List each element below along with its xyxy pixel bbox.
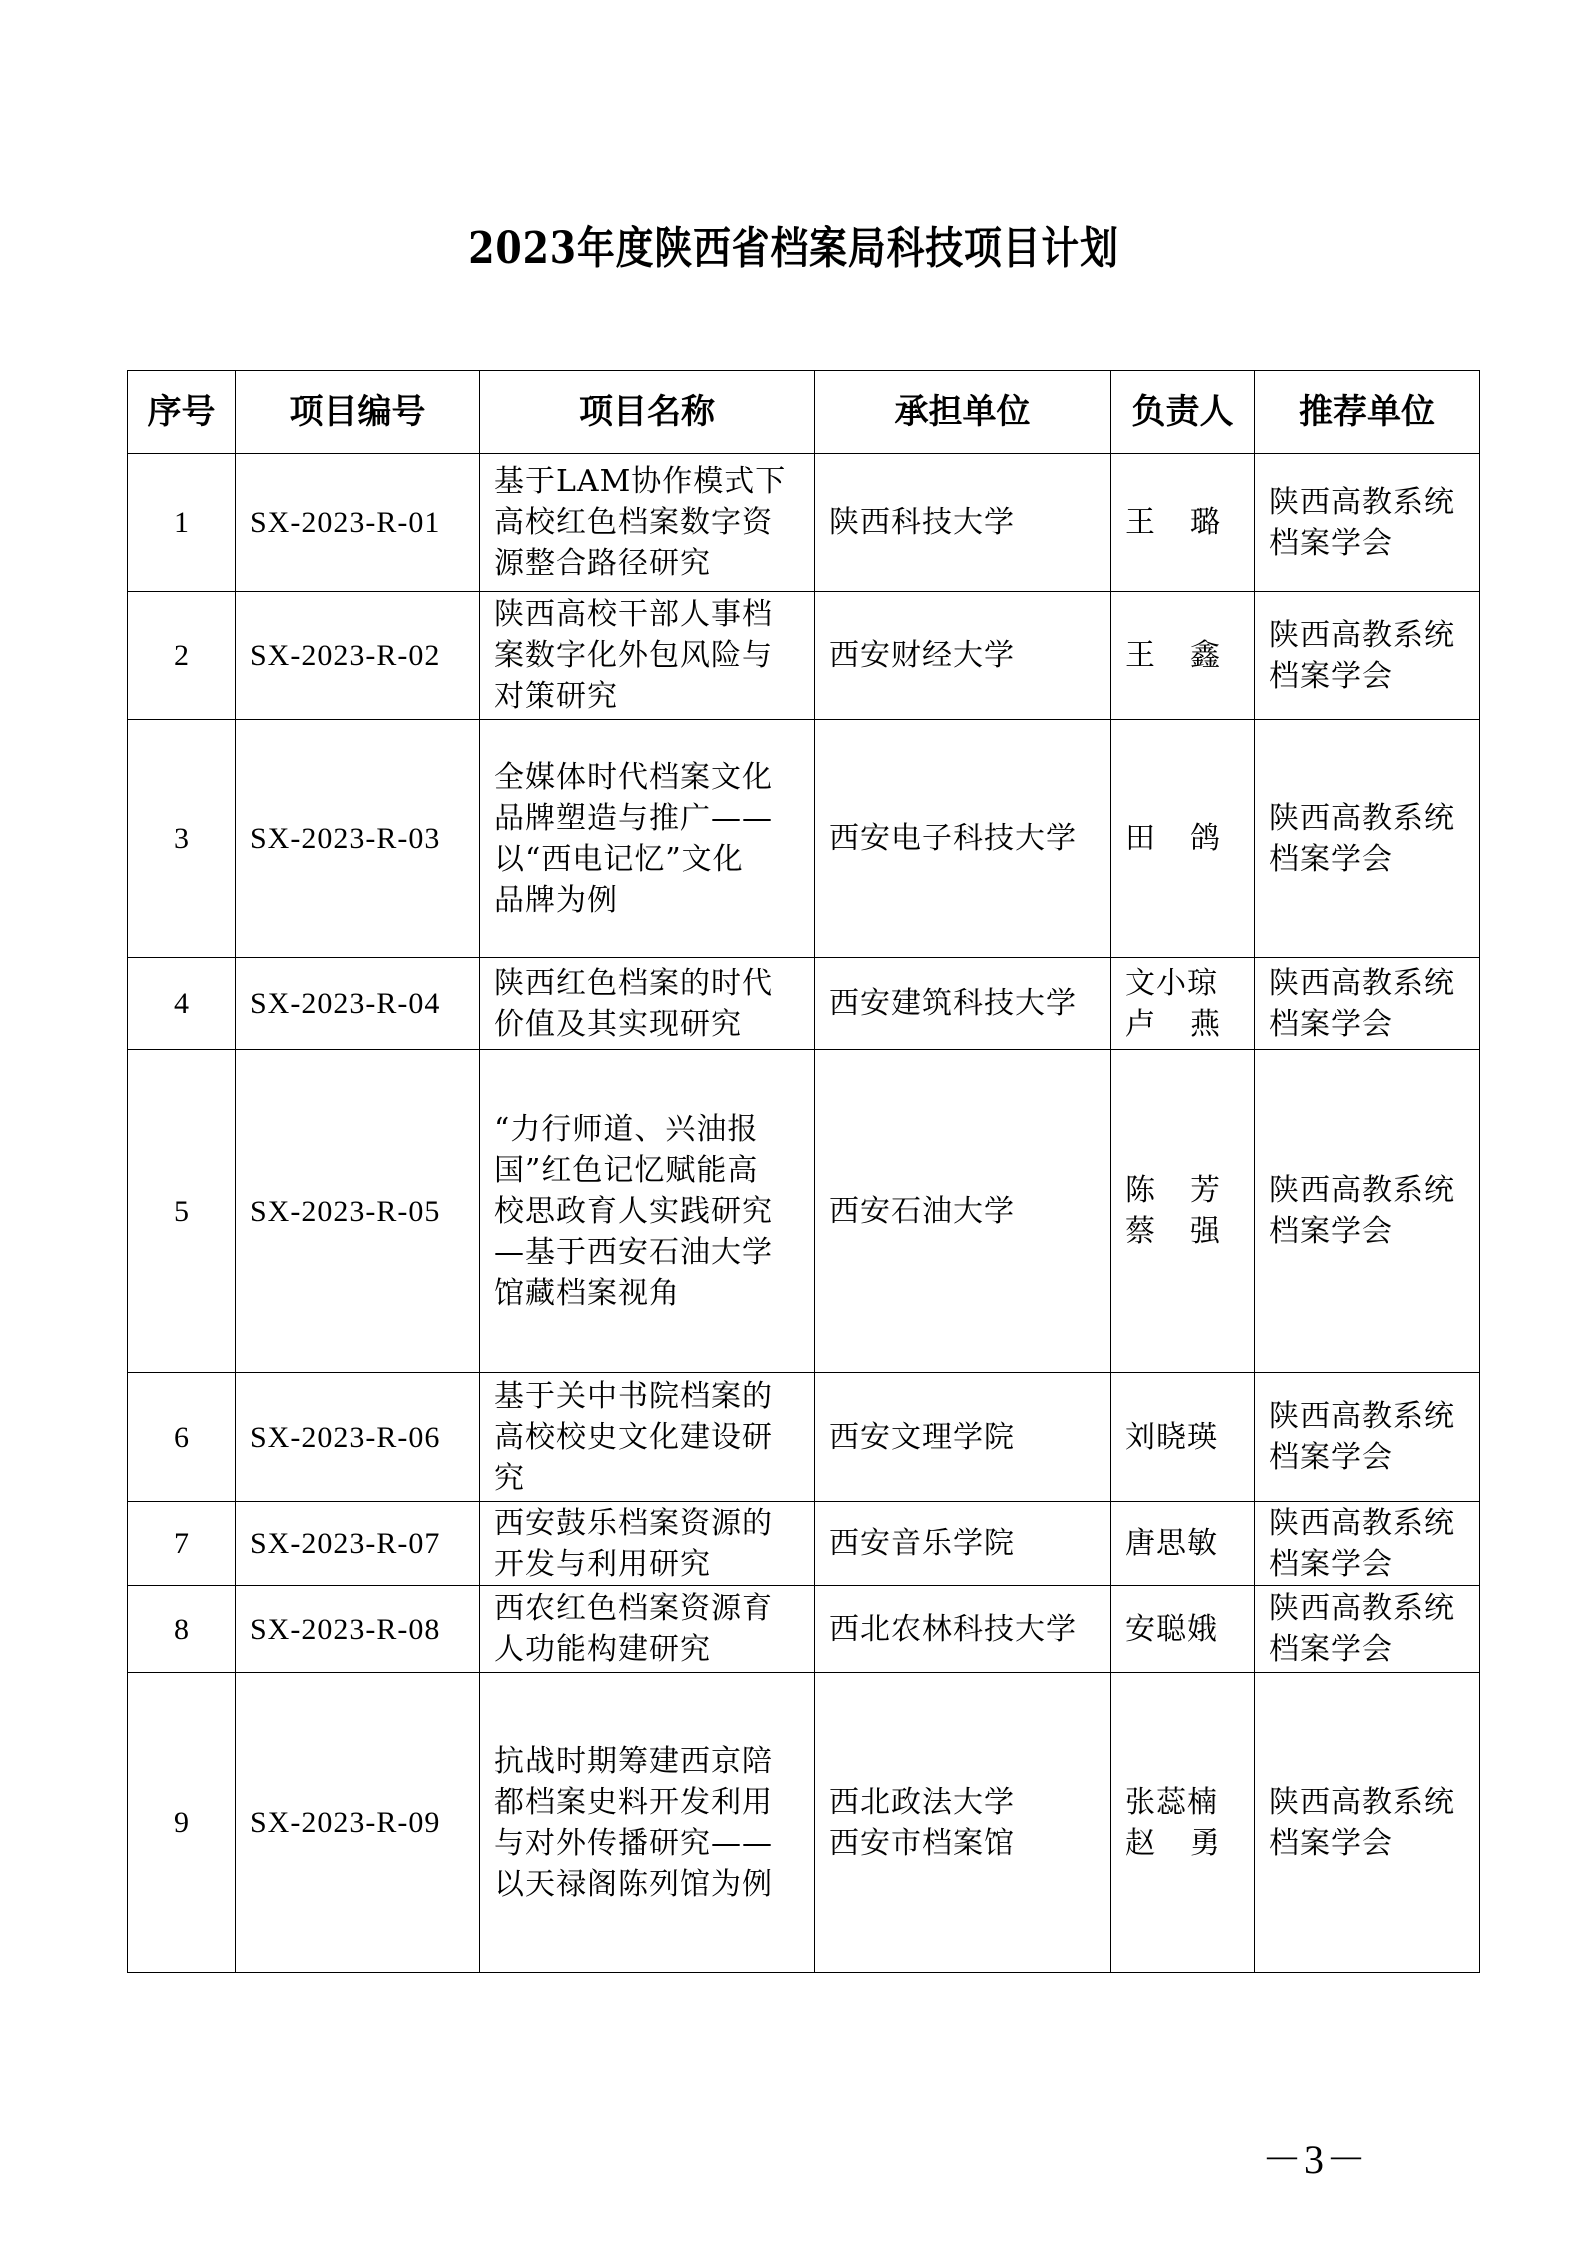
cell-project-code: SX-2023-R-02	[236, 592, 480, 720]
cell-project-code: SX-2023-R-09	[236, 1673, 480, 1973]
person-name	[1125, 963, 1240, 1004]
cell-line: 西安建筑科技大学	[829, 986, 1077, 1021]
cell-person-in-charge	[1111, 592, 1255, 720]
cell-project-code: SX-2023-R-05	[236, 1050, 480, 1373]
cell-line: 档案学会	[1269, 841, 1393, 877]
person-name-part: 安聪娥	[1125, 1611, 1218, 1647]
cell-line: 抗战时期筹建西京陪	[494, 1743, 773, 1779]
person-name-part: 璐	[1190, 505, 1221, 540]
cell-line: 西北政法大学	[829, 1784, 1015, 1820]
cell-project-name	[480, 720, 815, 958]
cell-project-name	[480, 1673, 815, 1973]
cell-person-in-charge	[1111, 720, 1255, 958]
table-row	[128, 720, 1480, 958]
cell-line: 以“西电记忆”文化	[494, 841, 744, 877]
header-person-in-charge: 负责人	[1111, 371, 1255, 454]
person-name-part: 鑫	[1190, 638, 1221, 673]
person-name-part: 张蕊楠	[1125, 1784, 1218, 1820]
person-name-part: 芳	[1190, 1173, 1221, 1208]
person-name	[1125, 818, 1221, 859]
cell-undertaking-unit	[815, 720, 1111, 958]
cell-line: 品牌为例	[494, 882, 618, 918]
cell-line: 开发与利用研究	[494, 1546, 711, 1582]
cell-line: 源整合路径研究	[494, 546, 711, 581]
cell-line: 高校红色档案数字资	[494, 505, 773, 540]
person-name-part: 文小琼	[1125, 965, 1218, 1001]
cell-line: 陕西高教系统	[1269, 800, 1455, 836]
cell-project-name	[480, 1373, 815, 1502]
table-row	[128, 1586, 1480, 1673]
page-number: －3－	[1262, 2137, 1368, 2182]
cell-undertaking-unit	[815, 1586, 1111, 1673]
table-row	[128, 454, 1480, 592]
cell-recommending-unit	[1255, 1373, 1480, 1502]
cell-serial-number: 2	[128, 592, 236, 720]
cell-line: 人功能构建研究	[494, 1632, 711, 1667]
cell-line: 高校校史文化建设研	[494, 1419, 773, 1455]
person-name	[1125, 1417, 1240, 1458]
cell-line: 档案学会	[1269, 1006, 1393, 1042]
person-name-part: 田	[1125, 821, 1156, 856]
cell-recommending-unit	[1255, 1502, 1480, 1586]
person-name	[1125, 1823, 1221, 1864]
cell-project-name	[480, 1050, 815, 1373]
cell-person-in-charge	[1111, 958, 1255, 1050]
cell-project-name	[480, 454, 815, 592]
cell-undertaking-unit	[815, 1373, 1111, 1502]
header-project-code: 项目编号	[236, 371, 480, 454]
person-name-part: 刘晓瑛	[1125, 1419, 1218, 1455]
cell-line: 档案学会	[1269, 525, 1393, 561]
cell-person-in-charge	[1111, 1673, 1255, 1973]
table-row	[128, 592, 1480, 720]
person-name	[1125, 1211, 1221, 1252]
cell-person-in-charge	[1111, 1586, 1255, 1673]
cell-serial-number: 3	[128, 720, 236, 958]
cell-recommending-unit	[1255, 592, 1480, 720]
cell-line: 西安文理学院	[829, 1419, 1015, 1455]
cell-line: 档案学会	[1269, 1825, 1393, 1861]
cell-serial-number: 9	[128, 1673, 236, 1973]
cell-line: 档案学会	[1269, 1440, 1393, 1475]
cell-line: 与对外传播研究——	[494, 1825, 773, 1861]
cell-line: 陕西高教系统	[1269, 1505, 1455, 1541]
person-name	[1125, 1609, 1240, 1650]
cell-line: 西安电子科技大学	[829, 821, 1077, 856]
table-row	[128, 958, 1480, 1050]
cell-serial-number: 4	[128, 958, 236, 1050]
person-name	[1125, 1170, 1221, 1211]
cell-project-code: SX-2023-R-06	[236, 1373, 480, 1502]
cell-line: 西安市档案馆	[829, 1825, 1015, 1861]
table-header-row	[128, 371, 1480, 454]
cell-line: —基于西安石油大学	[494, 1234, 773, 1270]
cell-person-in-charge	[1111, 454, 1255, 592]
cell-undertaking-unit	[815, 592, 1111, 720]
cell-line: 档案学会	[1269, 1214, 1393, 1249]
cell-line: 陕西科技大学	[829, 505, 1015, 540]
cell-line: 对策研究	[494, 679, 618, 714]
cell-project-name	[480, 592, 815, 720]
cell-project-code: SX-2023-R-04	[236, 958, 480, 1050]
cell-line: 西农红色档案资源育	[494, 1591, 773, 1626]
cell-person-in-charge	[1111, 1373, 1255, 1502]
cell-line: 西安音乐学院	[829, 1526, 1015, 1561]
cell-recommending-unit	[1255, 1586, 1480, 1673]
table-row	[128, 1050, 1480, 1373]
person-name-part: 勇	[1190, 1825, 1221, 1861]
cell-recommending-unit	[1255, 1673, 1480, 1973]
person-name	[1125, 1004, 1221, 1045]
header-project-name: 项目名称	[480, 371, 815, 454]
header-serial-number: 序号	[128, 371, 236, 454]
cell-line: “力行师道、兴油报	[494, 1111, 759, 1147]
person-name-part: 卢	[1125, 1006, 1156, 1042]
cell-project-code: SX-2023-R-07	[236, 1502, 480, 1586]
cell-undertaking-unit	[815, 1502, 1111, 1586]
person-name-part: 王	[1125, 505, 1156, 540]
cell-person-in-charge	[1111, 1502, 1255, 1586]
cell-recommending-unit	[1255, 958, 1480, 1050]
cell-line: 档案学会	[1269, 658, 1393, 694]
cell-undertaking-unit	[815, 454, 1111, 592]
cell-serial-number: 7	[128, 1502, 236, 1586]
cell-line: 陕西高教系统	[1269, 1784, 1455, 1820]
cell-line: 档案学会	[1269, 1546, 1393, 1582]
cell-serial-number: 8	[128, 1586, 236, 1673]
cell-line: 陕西红色档案的时代	[494, 965, 773, 1001]
cell-serial-number: 1	[128, 454, 236, 592]
cell-recommending-unit	[1255, 1050, 1480, 1373]
person-name-part: 鸽	[1190, 821, 1221, 856]
cell-line: 陕西高教系统	[1269, 484, 1455, 520]
cell-project-code: SX-2023-R-01	[236, 454, 480, 592]
cell-project-name	[480, 1502, 815, 1586]
person-name	[1125, 1782, 1240, 1823]
person-name-part: 燕	[1190, 1006, 1221, 1042]
person-name-part: 蔡	[1125, 1214, 1156, 1249]
cell-project-name	[480, 1586, 815, 1673]
cell-recommending-unit	[1255, 720, 1480, 958]
cell-line: 陕西高教系统	[1269, 1399, 1455, 1434]
cell-line: 全媒体时代档案文化	[494, 759, 773, 795]
person-name-part: 赵	[1125, 1825, 1156, 1861]
header-recommending-unit: 推荐单位	[1255, 371, 1480, 454]
project-plan-table	[127, 370, 1480, 1973]
cell-line: 档案学会	[1269, 1632, 1393, 1667]
cell-person-in-charge	[1111, 1050, 1255, 1373]
table-row	[128, 1502, 1480, 1586]
cell-line: 西安财经大学	[829, 638, 1015, 673]
cell-line: 馆藏档案视角	[494, 1275, 680, 1311]
cell-line: 西北农林科技大学	[829, 1611, 1077, 1647]
person-name	[1125, 635, 1221, 676]
cell-line: 陕西高教系统	[1269, 617, 1455, 653]
cell-line: 西安鼓乐档案资源的	[494, 1505, 773, 1541]
person-name-part: 强	[1190, 1214, 1221, 1249]
document-title: 2023年度陕西省档案局科技项目计划	[468, 223, 1119, 274]
cell-line: 基于LAM协作模式下	[494, 464, 787, 499]
cell-serial-number: 6	[128, 1373, 236, 1502]
cell-line: 西安石油大学	[829, 1193, 1015, 1229]
cell-line: 陕西高教系统	[1269, 1173, 1455, 1208]
cell-line: 都档案史料开发利用	[494, 1784, 773, 1820]
cell-line: 品牌塑造与推广——	[494, 800, 773, 836]
cell-line: 校思政育人实践研究	[494, 1193, 773, 1229]
table-row	[128, 1373, 1480, 1502]
person-name-part: 陈	[1125, 1173, 1156, 1208]
cell-line: 究	[494, 1460, 525, 1496]
cell-line: 基于关中书院档案的	[494, 1378, 773, 1414]
cell-line: 陕西高校干部人事档	[494, 597, 773, 632]
cell-line: 陕西高教系统	[1269, 1591, 1455, 1626]
cell-undertaking-unit	[815, 1050, 1111, 1373]
cell-project-code: SX-2023-R-08	[236, 1586, 480, 1673]
cell-project-code: SX-2023-R-03	[236, 720, 480, 958]
cell-recommending-unit	[1255, 454, 1480, 592]
cell-line: 价值及其实现研究	[494, 1006, 742, 1042]
header-undertaking-unit: 承担单位	[815, 371, 1111, 454]
person-name-part: 唐思敏	[1125, 1526, 1218, 1561]
cell-line: 陕西高教系统	[1269, 965, 1455, 1001]
cell-line: 以天禄阁陈列馆为例	[494, 1866, 773, 1902]
cell-serial-number: 5	[128, 1050, 236, 1373]
cell-undertaking-unit	[815, 958, 1111, 1050]
cell-undertaking-unit	[815, 1673, 1111, 1973]
person-name-part: 王	[1125, 638, 1156, 673]
cell-project-name	[480, 958, 815, 1050]
cell-line: 国”红色记忆赋能高	[494, 1152, 759, 1188]
cell-line: 案数字化外包风险与	[494, 638, 773, 673]
table-row	[128, 1673, 1480, 1973]
person-name	[1125, 502, 1221, 543]
person-name	[1125, 1523, 1240, 1564]
